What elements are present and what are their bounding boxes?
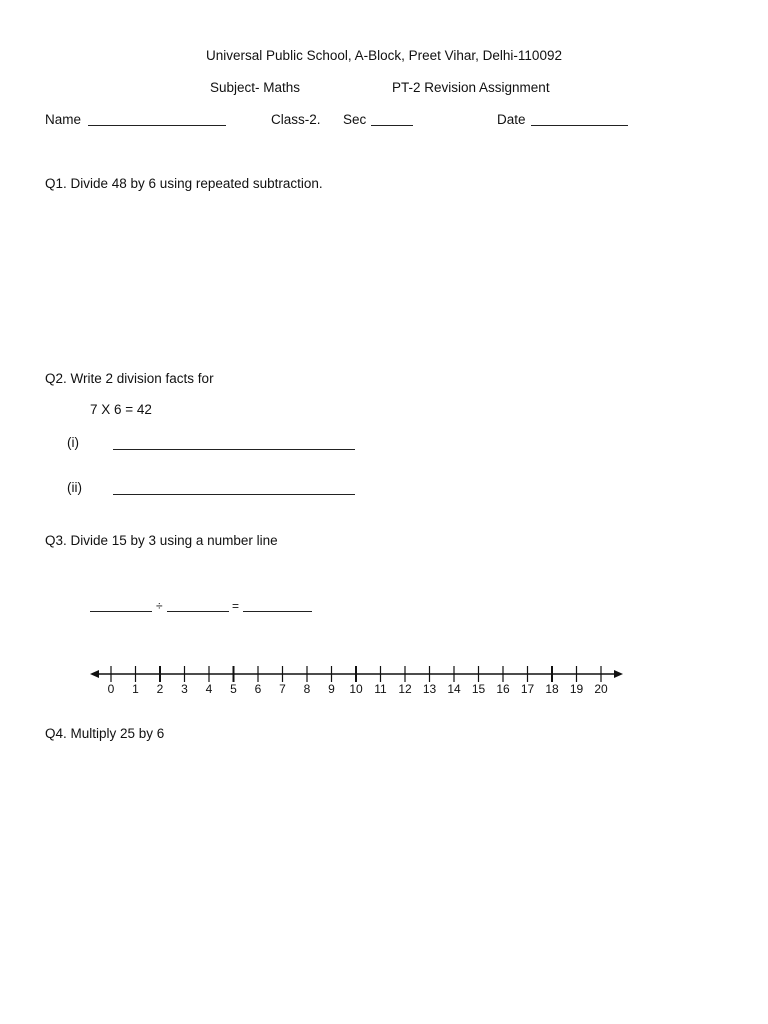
number-line-label-11: 11 (374, 682, 387, 696)
number-line-label-19: 19 (569, 682, 584, 696)
number-line-label-2: 2 (156, 682, 164, 696)
number-line-label-9: 9 (328, 682, 335, 696)
number-line-label-8: 8 (303, 682, 311, 696)
divide-sign: ÷ (156, 599, 163, 613)
question-1: Q1. Divide 48 by 6 using repeated subtraction. (45, 176, 323, 191)
number-line-label-13: 13 (422, 682, 437, 696)
question-4: Q4. Multiply 25 by 6 (45, 726, 165, 741)
number-line-label-0: 0 (107, 682, 115, 696)
answer-line-ii[interactable] (113, 494, 355, 495)
number-line-label-6: 6 (254, 682, 262, 696)
date-label: Date (497, 112, 526, 127)
number-line-label-10: 10 (349, 682, 363, 696)
number-line-label-3: 3 (181, 682, 188, 696)
question-2: Q2. Write 2 division facts for (45, 371, 214, 386)
answer-item-ii-label: (ii) (67, 480, 82, 495)
name-label: Name (45, 112, 82, 127)
number-line-label-18: 18 (545, 682, 559, 696)
number-line-label-5: 5 (230, 682, 237, 696)
section-label: Sec (343, 112, 367, 127)
subject-label: Subject- Maths (210, 80, 301, 95)
number-line-label-1: 1 (132, 682, 139, 696)
number-line-label-16: 16 (496, 682, 510, 696)
number-line-label-17: 17 (520, 682, 535, 696)
assignment-title: PT-2 Revision Assignment (392, 80, 550, 95)
number-line-left-arrow (90, 670, 99, 678)
date-field[interactable] (531, 112, 628, 126)
dividend-blank[interactable] (90, 611, 152, 612)
question-3: Q3. Divide 15 by 3 using a number line (45, 533, 278, 548)
number-line-label-12: 12 (398, 682, 412, 696)
divisor-blank[interactable] (167, 611, 229, 612)
number-line-label-4: 4 (205, 682, 213, 696)
multiplication-fact: 7 X 6 = 42 (90, 402, 152, 417)
class-label: Class-2. (271, 112, 321, 127)
number-line-label-20: 20 (594, 682, 608, 696)
section-field[interactable] (371, 112, 413, 126)
number-line (88, 658, 628, 698)
answer-line-i[interactable] (113, 449, 355, 450)
number-line-label-7: 7 (279, 682, 286, 696)
quotient-blank[interactable] (243, 611, 312, 612)
number-line-label-14: 14 (447, 682, 461, 696)
school-heading: Universal Public School, A-Block, Preet Vihar, Delhi-110092 (206, 48, 562, 63)
equals-sign: = (232, 599, 240, 613)
name-field[interactable] (88, 112, 226, 126)
number-line-label-15: 15 (471, 682, 486, 696)
answer-item-i-label: (i) (67, 435, 79, 450)
number-line-right-arrow (614, 670, 623, 678)
